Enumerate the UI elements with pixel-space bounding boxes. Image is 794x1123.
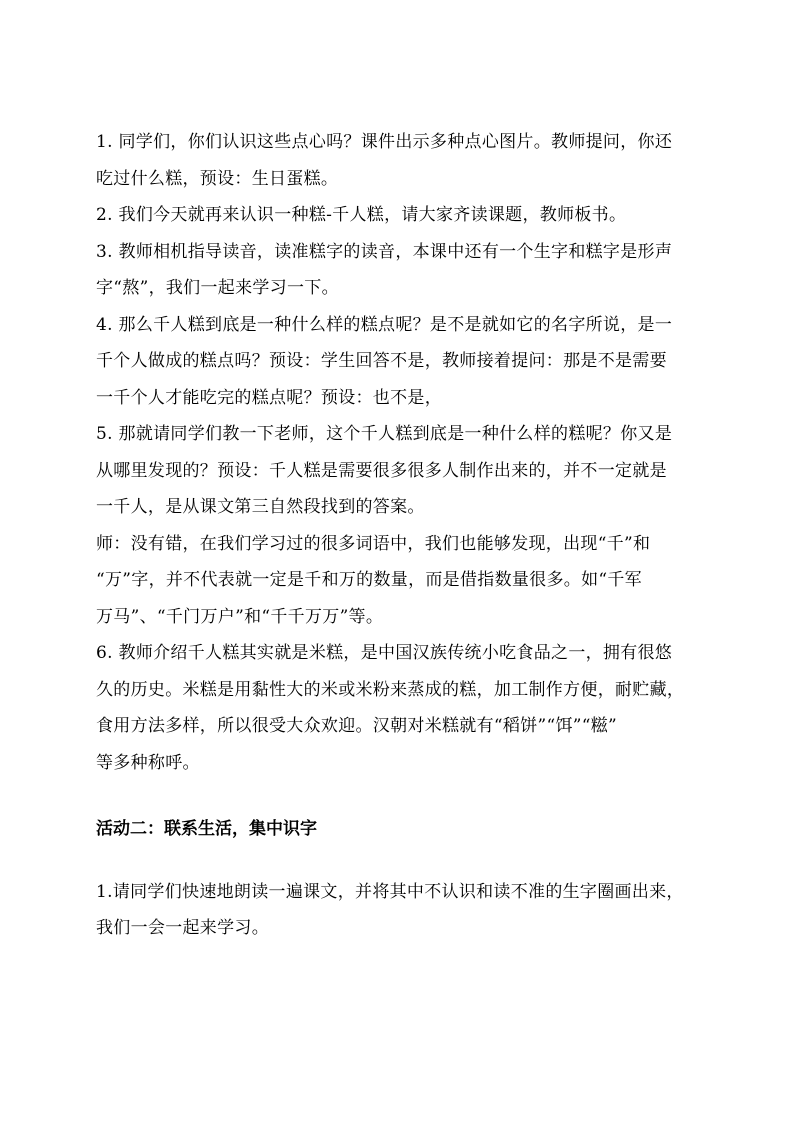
paragraph-line: 吃过什么糕，预设：生日蛋糕。 — [96, 168, 339, 189]
paragraph-line: 千个人做成的糕点吗？预设：学生回答不是，教师接着提问：那是不是需要 — [96, 351, 667, 371]
spacer — [96, 848, 708, 874]
paragraph-2 — [96, 197, 708, 234]
spacer — [96, 781, 708, 811]
paragraph-line: 我们一会一起来学习。 — [96, 918, 269, 938]
paragraph-line: 从哪里发现的？预设：千人糕是需要很多很多人制作出来的，并不一定就是 — [96, 460, 667, 481]
paragraph-line: 字“熬”，我们一起来学习一下。 — [96, 278, 339, 298]
paragraph-line: “万”字，并不代表就一定是千和万的数量，而是借指数量很多。如“千军 — [96, 570, 642, 590]
paragraph-line: 一千人，是从课文第三自然段找到的答案。 — [96, 497, 425, 517]
paragraph-line: 师：没有错，在我们学习过的很多词语中，我们也能够发现，出现“千”和 — [96, 533, 651, 554]
paragraph-line: 4. 那么千人糕到底是一种什么样的糕点呢？是不是就如它的名字所说，是一 — [96, 314, 673, 335]
paragraph-line: 万马”、“千门万户”和“千千万万”等。 — [96, 606, 384, 627]
paragraph-line: 一千个人才能吃完的糕点呢？预设：也不是， — [96, 387, 442, 408]
section-heading: 活动二：联系生活，集中识字 — [96, 819, 317, 839]
paragraph-3 — [96, 234, 708, 307]
paragraph-teacher-note — [96, 526, 708, 636]
paragraph-line: 1. 同学们，你们认识这些点心吗？课件出示多种点心图片。教师提问，你还 — [96, 132, 673, 152]
document-body — [96, 124, 708, 947]
paragraph-line: 3. 教师相机指导读音，读准糕字的读音，本课中还有一个生字和糕字是形声 — [96, 241, 673, 262]
paragraph-line: 6. 教师介绍千人糕其实就是米糕，是中国汉族传统小吃食品之一，拥有很悠 — [96, 643, 673, 663]
paragraph-line: 5. 那就请同学们教一下老师，这个千人糕到底是一种什么样的糕呢？你又是 — [96, 424, 673, 444]
paragraph-6 — [96, 635, 708, 781]
paragraph-4 — [96, 307, 708, 417]
paragraph-line: 1.请同学们快速地朗读一遍课文，并将其中不认识和读不准的生字圈画出来， — [96, 881, 684, 902]
paragraph-1 — [96, 124, 708, 197]
paragraph-line: 久的历史。米糕是用黏性大的米或米粉来蒸成的糕，加工制作方便，耐贮藏， — [96, 679, 685, 700]
paragraph-line: 2. 我们今天就再来认识一种糕-千人糕，请大家齐读课题，教师板书。 — [96, 205, 627, 225]
paragraph-activity-2-1 — [96, 874, 708, 947]
paragraph-line: 等多种称呼。 — [96, 752, 200, 773]
paragraph-line: 食用方法多样，所以很受大众欢迎。汉朝对米糕就有“稻饼”“饵”“糍” — [96, 716, 618, 736]
paragraph-5 — [96, 416, 708, 526]
